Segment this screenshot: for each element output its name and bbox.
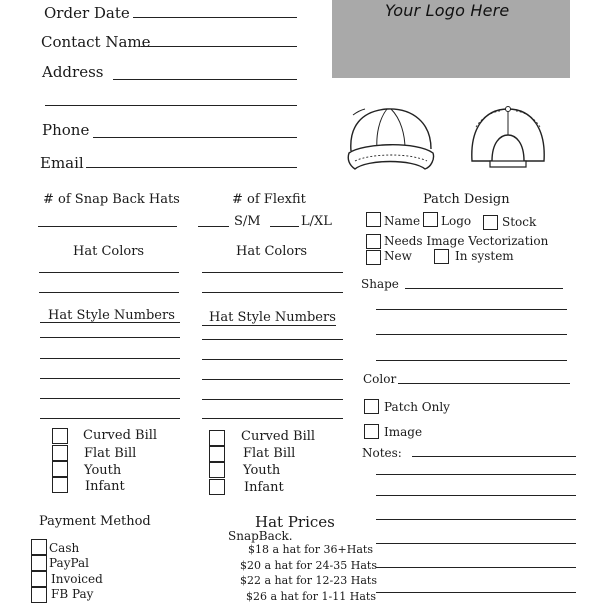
snapback-price-label: SnapBack. — [228, 529, 293, 543]
hat-style-2-line-5[interactable] — [202, 418, 343, 419]
infant-checkbox-2[interactable] — [209, 479, 225, 495]
hat-prices-heading: Hat Prices — [255, 513, 335, 531]
address-label: Address — [42, 63, 104, 81]
patch-only-label: Patch Only — [384, 400, 450, 414]
flexfit-sm-field[interactable] — [198, 226, 229, 227]
image-label: Image — [384, 425, 423, 439]
patch-new-checkbox[interactable] — [366, 250, 381, 265]
price-tier-3: $22 a hat for 12-23 Hats — [240, 574, 377, 587]
patch-stock-checkbox[interactable] — [483, 215, 498, 230]
curved-bill-label-2: Curved Bill — [241, 429, 316, 444]
patch-name-label: Name — [384, 214, 421, 228]
fb-pay-label: FB Pay — [51, 587, 94, 601]
color-label: Color — [363, 372, 397, 386]
patch-in-system-label: In system — [455, 249, 514, 263]
hat-colors-2-line-2[interactable] — [202, 292, 343, 293]
youth-checkbox-1[interactable] — [52, 461, 68, 477]
contact-name-label: Contact Name — [41, 33, 151, 51]
patch-in-system-checkbox[interactable] — [434, 249, 449, 264]
hat-style-2-line-1[interactable] — [202, 339, 343, 340]
email-label: Email — [40, 154, 84, 172]
infant-label-1: Infant — [85, 479, 125, 494]
hat-style-label-1: Hat Style Numbers — [48, 308, 175, 323]
shape-field-line-3[interactable] — [376, 334, 567, 335]
patch-only-checkbox[interactable] — [364, 399, 379, 414]
address-field-line-1[interactable] — [113, 79, 297, 80]
flat-bill-checkbox-1[interactable] — [52, 445, 68, 461]
address-field-line-2[interactable] — [45, 105, 297, 106]
notes-line-3[interactable] — [376, 495, 576, 496]
fb-pay-checkbox[interactable] — [31, 587, 47, 603]
patch-stock-label: Stock — [502, 215, 537, 229]
hat-style-1-underline — [40, 322, 180, 323]
hat-style-2-line-2[interactable] — [202, 359, 343, 360]
color-field[interactable] — [398, 383, 570, 384]
contact-name-field[interactable] — [141, 46, 297, 47]
hat-style-1-line-3[interactable] — [40, 378, 180, 379]
payment-method-heading: Payment Method — [39, 514, 151, 529]
hat-colors-label-1: Hat Colors — [73, 244, 145, 259]
infant-checkbox-1[interactable] — [52, 477, 68, 493]
patch-name-checkbox[interactable] — [366, 212, 381, 227]
image-checkbox[interactable] — [364, 424, 379, 439]
snapback-count-field[interactable] — [38, 226, 177, 227]
notes-line-1[interactable] — [412, 456, 576, 457]
hat-colors-label-2: Hat Colors — [236, 244, 308, 259]
flexfit-lxl-label: L/XL — [301, 214, 332, 229]
flat-bill-checkbox-2[interactable] — [209, 446, 225, 462]
patch-logo-checkbox[interactable] — [423, 212, 438, 227]
flexfit-sm-label: S/M — [234, 214, 261, 229]
hat-colors-1-line-2[interactable] — [39, 292, 179, 293]
youth-label-1: Youth — [84, 463, 122, 478]
shape-field-line-4[interactable] — [376, 360, 567, 361]
hat-style-label-2: Hat Style Numbers — [209, 310, 336, 325]
youth-label-2: Youth — [243, 463, 281, 478]
hat-colors-1-line-1[interactable] — [39, 272, 179, 273]
youth-checkbox-2[interactable] — [209, 462, 225, 478]
patch-new-label: New — [384, 249, 412, 263]
hat-style-1-line-2[interactable] — [40, 358, 180, 359]
hat-style-1-line-4[interactable] — [40, 398, 180, 399]
cash-checkbox[interactable] — [31, 539, 47, 555]
invoiced-label: Invoiced — [51, 572, 103, 586]
phone-label: Phone — [42, 121, 90, 139]
flat-bill-label-1: Flat Bill — [84, 446, 137, 461]
invoiced-checkbox[interactable] — [31, 571, 47, 587]
patch-logo-label: Logo — [441, 214, 472, 228]
notes-line-4[interactable] — [376, 519, 576, 520]
phone-field[interactable] — [93, 137, 297, 138]
cash-label: Cash — [49, 541, 80, 555]
hat-style-2-line-3[interactable] — [202, 379, 343, 380]
price-tier-4: $26 a hat for 1-11 Hats — [246, 590, 376, 603]
paypal-label: PayPal — [49, 556, 89, 570]
notes-line-5[interactable] — [376, 543, 576, 544]
notes-label: Notes: — [362, 446, 402, 460]
flexfit-count-label: # of Flexfit — [232, 192, 306, 207]
flexfit-lxl-field[interactable] — [270, 226, 299, 227]
hat-style-1-line-1[interactable] — [40, 337, 180, 338]
curved-bill-checkbox-1[interactable] — [52, 428, 68, 444]
hat-style-1-line-5[interactable] — [40, 418, 180, 419]
price-tier-1: $18 a hat for 36+Hats — [248, 543, 373, 556]
hat-colors-2-line-1[interactable] — [202, 272, 343, 273]
infant-label-2: Infant — [244, 480, 284, 495]
needs-vectorization-checkbox[interactable] — [366, 234, 381, 249]
email-field[interactable] — [86, 167, 297, 168]
cap-front-icon — [343, 103, 439, 175]
logo-placeholder-text: Your Logo Here — [385, 1, 510, 20]
shape-label: Shape — [361, 277, 399, 291]
shape-field-line-2[interactable] — [376, 309, 567, 310]
notes-line-2[interactable] — [376, 474, 576, 475]
patch-design-heading: Patch Design — [423, 192, 510, 207]
order-date-field[interactable] — [133, 17, 297, 18]
hat-style-2-underline — [202, 325, 336, 326]
notes-line-6[interactable] — [376, 567, 576, 568]
cap-back-icon — [468, 103, 548, 175]
price-tier-2: $20 a hat for 24-35 Hats — [240, 559, 377, 572]
curved-bill-label-1: Curved Bill — [83, 428, 158, 443]
hat-style-2-line-4[interactable] — [202, 399, 343, 400]
needs-vectorization-label: Needs Image Vectorization — [384, 234, 549, 248]
flat-bill-label-2: Flat Bill — [243, 446, 296, 461]
snapback-count-label: # of Snap Back Hats — [43, 192, 180, 207]
paypal-checkbox[interactable] — [31, 555, 47, 571]
order-date-label: Order Date — [44, 4, 130, 22]
logo-placeholder — [332, 0, 570, 78]
curved-bill-checkbox-2[interactable] — [209, 430, 225, 446]
notes-line-7[interactable] — [376, 592, 576, 593]
shape-field-line-1[interactable] — [405, 288, 563, 289]
